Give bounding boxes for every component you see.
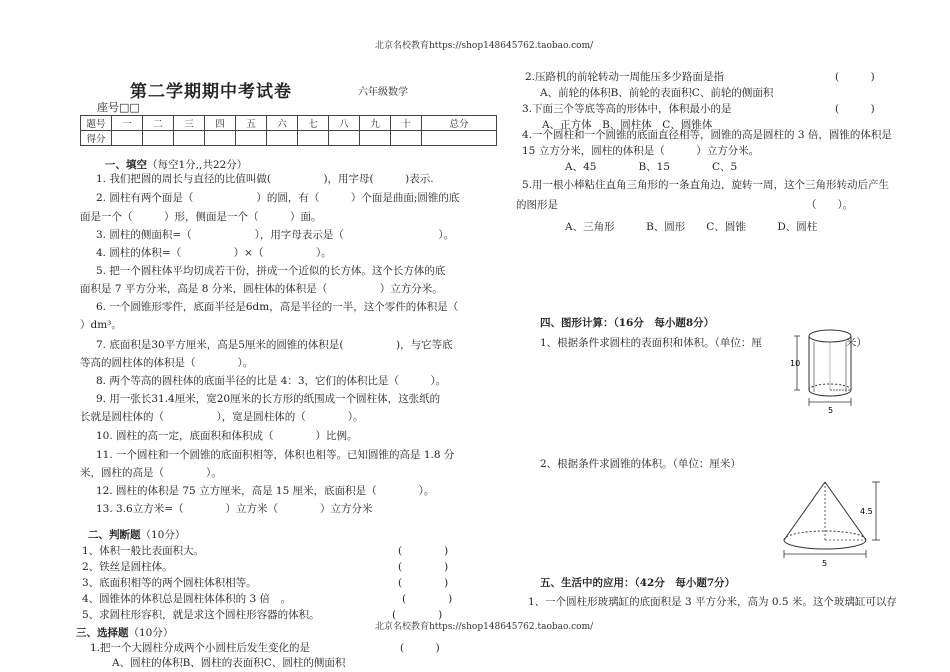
cylinder-bottom-front-arc xyxy=(809,390,851,396)
section-multiple-choice-heading xyxy=(76,628,173,639)
choice-question-3: 3.下面三个等底等高的形体中，体积最小的是 xyxy=(522,103,732,115)
score-cell: 一 xyxy=(112,116,143,131)
cylinder-height-label: 10 xyxy=(790,359,801,368)
section-fill-in-note: （每空1分,,共22分） xyxy=(147,159,248,171)
score-cell: 十 xyxy=(391,116,422,131)
section-true-false-heading xyxy=(88,530,185,541)
choice-question-4-options: A、45 B、15 C、5 xyxy=(565,161,738,173)
page-title: 第二学期期中考试卷 xyxy=(130,82,292,102)
score-input-cell[interactable] xyxy=(391,131,422,146)
choice-question-5-blank[interactable]: （ ）。 xyxy=(806,199,854,211)
choice-question-1-blank[interactable]: ( ) xyxy=(400,642,440,654)
score-cell: 得分 xyxy=(81,131,112,146)
score-input-cell[interactable] xyxy=(298,131,329,146)
fill-in-line: 7. 底面积是30平方厘米，高是5厘米的圆锥的体积是( )，与它等底 xyxy=(96,339,453,351)
fill-in-line: 1. 我们把圆的周长与直径的比值叫做( )，用字母( )表示. xyxy=(96,173,434,185)
score-cell: 五 xyxy=(236,116,267,131)
choice-question-2-blank[interactable]: ( ) xyxy=(835,71,875,83)
section-figure-calc-heading: 四、图形计算：（16分 每小题8分） xyxy=(540,317,715,329)
score-input-cell[interactable] xyxy=(112,131,143,146)
score-cell: 二 xyxy=(143,116,174,131)
choice-question-5-line2: 的图形是 xyxy=(516,199,558,211)
fill-in-line: 面是一个（ ）形，侧面是一个（ ）面。 xyxy=(80,211,322,223)
seat-number-label: 座号□□ xyxy=(97,101,140,114)
fill-in-line: 9. 用一张长31.4厘米，宽20厘米的长方形的纸围成一个圆柱体，这张纸的 xyxy=(96,393,441,405)
fill-in-line: 等高的圆柱体的体积是（ ）。 xyxy=(80,357,254,369)
fill-in-line: 长就是圆柱体的（ ），宽是圆柱体的（ ）。 xyxy=(80,411,364,423)
grade-subject: 六年级数学 xyxy=(358,87,408,98)
choice-question-3-blank[interactable]: ( ) xyxy=(835,103,875,115)
fill-in-line: 6. 一个圆锥形零件，底面半径是6dm，高是半径的一半，这个零件的体积是（ xyxy=(96,301,459,313)
cone-height-label: 4.5 xyxy=(860,507,873,516)
true-false-blank[interactable]: ( ) xyxy=(398,561,449,573)
choice-question-1-options: A、圆柱的体积B、圆柱的表面积C、圆柱的侧面积 xyxy=(112,657,346,669)
score-input-cell[interactable] xyxy=(329,131,360,146)
fill-in-line: 11. 一个圆柱和一个圆锥的底面积相等，体积也相等。已知圆锥的高是 1.8 分 xyxy=(96,449,455,461)
cone-base-front-arc xyxy=(784,540,866,549)
cylinder-top-ellipse xyxy=(809,330,851,342)
section-application-heading: 五、生活中的应用：（42分 每小题7分） xyxy=(540,577,736,589)
fill-in-line: 4. 圆柱的体积=（ ）×（ ）。 xyxy=(96,247,332,259)
score-cell: 七 xyxy=(298,116,329,131)
fill-in-line: 5. 把一个圆柱体平均切成若干份，拼成一个近似的长方体。这个长方体的底 xyxy=(96,265,446,277)
figure-calc-question-2: 2、根据条件求圆锥的体积。（单位：厘米） xyxy=(540,458,741,470)
fill-in-line: 2. 圆柱有两个面是（ ）的圆，有（ ）个面是曲面;圆锥的底 xyxy=(96,192,460,204)
choice-question-1: 1.把一个大圆柱分成两个小圆柱后发生变化的是 xyxy=(90,642,311,654)
cylinder-diameter-label: 5 xyxy=(828,406,834,415)
section-multiple-choice-title: 三、选择题 xyxy=(76,627,129,639)
score-table-score-row xyxy=(81,131,497,146)
true-false-blank[interactable]: ( ) xyxy=(398,545,449,557)
score-input-cell[interactable] xyxy=(267,131,298,146)
watermark-top: 北京名校教育https://shop148645762.taobao.com/ xyxy=(375,41,594,51)
score-cell: 六 xyxy=(267,116,298,131)
section-multiple-choice-note: （10分） xyxy=(128,627,174,639)
score-cell: 八 xyxy=(329,116,360,131)
section-true-false-note: （10分） xyxy=(140,529,186,541)
true-false-blank[interactable]: ( ) xyxy=(402,593,453,605)
cone-diameter-label: 5 xyxy=(822,559,828,568)
score-table xyxy=(80,115,497,146)
application-question-1: 1、一个圆柱形玻璃缸的底面积是 3 平方分米，高为 0.5 米。这个玻璃缸可以存 xyxy=(528,596,897,608)
true-false-item: 5、求圆柱形容积，就是求这个圆柱形容器的体积。 xyxy=(82,609,320,621)
choice-question-5-line1: 5.用一根小棒粘住直角三角形的一条直角边，旋转一周，这个三角形转动后产生 xyxy=(522,179,890,191)
score-input-cell[interactable] xyxy=(205,131,236,146)
cone-figure xyxy=(780,478,890,570)
score-input-cell[interactable] xyxy=(360,131,391,146)
fill-in-line: ）dm³。 xyxy=(80,319,122,331)
fill-in-line: 10. 圆柱的高一定，底面积和体积成（ ）比例。 xyxy=(96,430,358,442)
section-true-false-title: 二、判断题 xyxy=(88,529,141,541)
choice-question-4-line1: 4.一个圆柱和一个圆锥的底面直径相等，圆锥的高是圆柱的 3 倍，圆锥的体积是 xyxy=(522,129,892,141)
watermark-bottom: 北京名校教育https://shop148645762.taobao.com/ xyxy=(375,622,594,632)
choice-question-2: 2.压路机的前轮转动一周能压多少路面是指 xyxy=(525,71,725,83)
fill-in-line: 面积是 7 平方分米，高是 8 分米，圆柱体的体积是（ ）立方分米。 xyxy=(80,283,443,295)
cylinder-figure xyxy=(790,320,870,420)
section-fill-in-title: 一、填空 xyxy=(105,159,147,171)
choice-question-5-options: A、三角形 B、圆形 C、圆锥 D、圆柱 xyxy=(565,221,818,233)
true-false-blank[interactable]: ( ) xyxy=(398,577,449,589)
fill-in-line: 3. 圆柱的侧面积=（ ），用字母表示是（ ）。 xyxy=(96,229,455,241)
choice-question-2-options: A、前轮的体积B、前轮的表面积C、前轮的侧面积 xyxy=(540,87,774,99)
choice-question-3-options: A、正方体 B、圆柱体 C、圆锥体 xyxy=(542,119,713,131)
true-false-item: 3、底面积相等的两个圆柱体积相等。 xyxy=(82,577,257,589)
true-false-item: 1、体积一般比表面积大。 xyxy=(82,545,205,557)
fill-in-line: 12. 圆柱的体积是 75 立方厘米，高是 15 厘米，底面积是（ ）。 xyxy=(96,485,435,497)
score-cell: 题号 xyxy=(81,116,112,131)
true-false-item: 4、圆锥体的体积总是圆柱体体积的 3 倍 。 xyxy=(82,593,292,605)
fill-in-line: 米，圆柱的高是（ ）。 xyxy=(80,467,222,479)
score-input-cell[interactable] xyxy=(422,131,497,146)
true-false-item: 2、铁丝是圆柱体。 xyxy=(82,561,173,573)
section-fill-in-heading xyxy=(105,160,247,171)
score-input-cell[interactable] xyxy=(236,131,267,146)
score-cell: 九 xyxy=(360,116,391,131)
score-input-cell[interactable] xyxy=(143,131,174,146)
score-cell: 四 xyxy=(205,116,236,131)
score-table-header-row xyxy=(81,116,497,131)
fill-in-line: 8. 两个等高的圆柱体的底面半径的比是 4：3，它们的体积比是（ ）。 xyxy=(96,375,447,387)
fill-in-line: 13. 3.6立方米=（ ）立方米（ ）立方分米 xyxy=(96,503,373,515)
score-input-cell[interactable] xyxy=(174,131,205,146)
score-cell: 总分 xyxy=(422,116,497,131)
score-cell: 三 xyxy=(174,116,205,131)
true-false-blank[interactable]: ( ) xyxy=(392,609,443,621)
choice-question-4-line2: 15 立方分米，圆柱的体积是（ ）立方分米。 xyxy=(522,145,760,157)
figure-calc-question-1: 1、根据条件求圆柱的表面积和体积。（单位：厘 米） xyxy=(540,337,867,349)
